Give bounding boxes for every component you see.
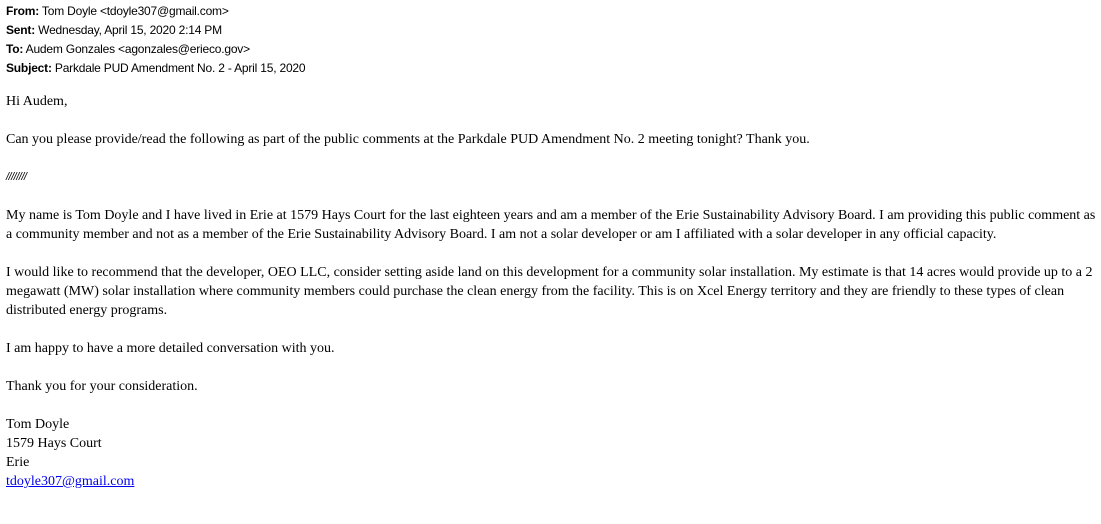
greeting: Hi Audem,: [6, 94, 68, 109]
intro-paragraph: My name is Tom Doyle and I have lived in Erie at 1579 Hays Court for the last eighteen years and am a member of the Erie Sustainability Advisory Board. I am providing this public comment as a community member and not as a member of the Erie Sustainability Advisory Board. I am not a solar developer or am I affiliated with a solar developer in any official capacity.: [6, 208, 1096, 242]
to-label: To:: [6, 42, 24, 56]
sent-label: Sent:: [6, 23, 36, 37]
signature-name: Tom Doyle: [6, 417, 70, 432]
conversation-paragraph: I am happy to have a more detailed conversation with you.: [6, 341, 335, 356]
thanks-paragraph: Thank you for your consideration.: [6, 379, 198, 394]
sent-value: Wednesday, April 15, 2020 2:14 PM: [38, 23, 222, 37]
from-label: From:: [6, 4, 39, 18]
to-row: [6, 40, 305, 59]
subject-value: Parkdale PUD Amendment No. 2 - April 15, 2020: [54, 61, 306, 75]
sent-row: [6, 21, 305, 40]
from-row: [6, 2, 305, 21]
to-value: Audem Gonzales <agonzales@erieco.gov>: [25, 42, 250, 56]
subject-label: Subject:: [6, 61, 52, 75]
separator: ////////: [6, 171, 27, 183]
signature-city: Erie: [6, 455, 30, 470]
signature: [6, 415, 1096, 491]
signature-email-link[interactable]: tdoyle307@gmail.com: [6, 474, 135, 489]
email-header: [6, 2, 305, 78]
from-value: Tom Doyle <tdoyle307@gmail.com>: [41, 4, 229, 18]
email-body: [6, 92, 1096, 491]
subject-row: [6, 59, 305, 78]
signature-address: 1579 Hays Court: [6, 436, 102, 451]
recommendation-paragraph: I would like to recommend that the developer, OEO LLC, consider setting aside land on this development for a community solar installation. My estimate is that 14 acres would provide up to a 2 megawatt (MW) solar installation where community members could purchase the clean energy from the facility. This is on Xcel Energy territory and they are friendly to these types of clean distributed energy programs.: [6, 265, 1093, 318]
request-paragraph: Can you please provide/read the following as part of the public comments at the Parkdale PUD Amendment No. 2 meeting tonight? Thank you.: [6, 132, 810, 147]
